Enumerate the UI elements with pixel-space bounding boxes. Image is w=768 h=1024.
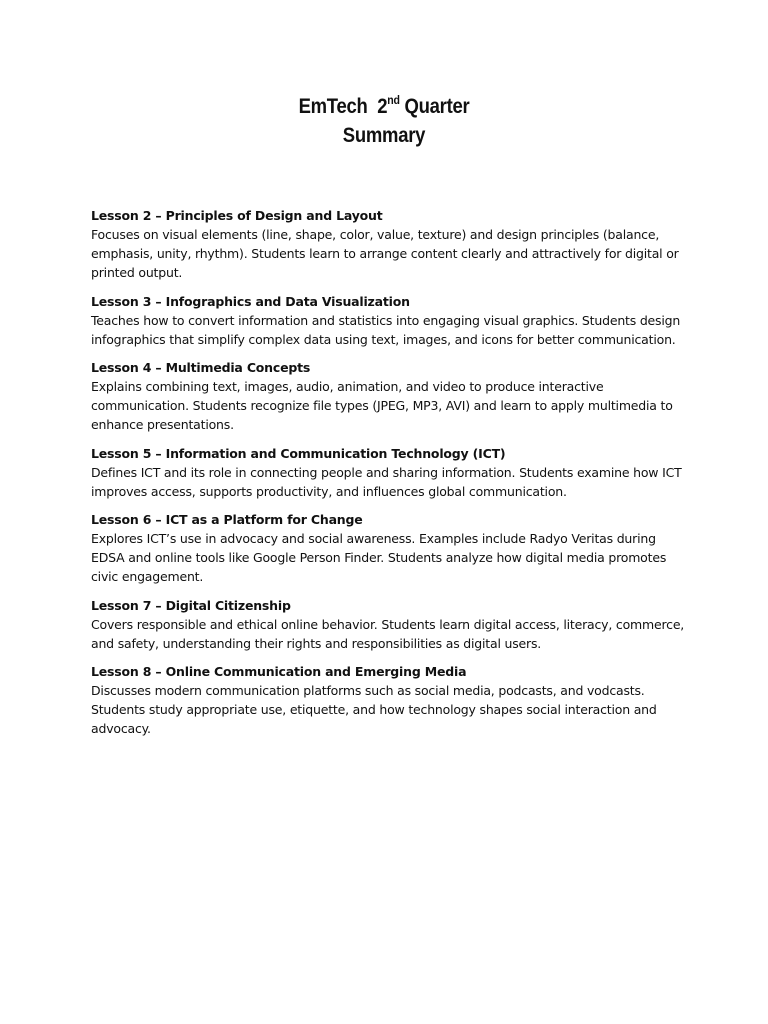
document-title <box>46 92 722 150</box>
lesson-3 <box>91 292 691 349</box>
title-line-2: Summary <box>342 124 426 147</box>
lesson-heading: Lesson 3 – Infographics and Data Visualization <box>91 293 410 309</box>
title-line-1 <box>46 92 722 121</box>
lesson-4 <box>91 358 691 434</box>
title-text-main: EmTech 2 <box>298 95 388 118</box>
lesson-2 <box>91 206 691 282</box>
lesson-heading: Lesson 4 – Multimedia Concepts <box>91 360 311 375</box>
lesson-body: Discusses modern communication platforms such as social media, podcasts, and vodcasts. Students study appropriate use, etiquette, and how technology shapes social interaction and advocacy. <box>91 683 657 736</box>
lesson-heading: Lesson 2 – Principles of Design and Layout <box>91 208 383 223</box>
lesson-heading: Lesson 5 – Information and Communication Technology (ICT) <box>91 445 506 461</box>
lesson-heading: Lesson 7 – Digital Citizenship <box>91 597 291 613</box>
lesson-heading: Lesson 8 – Online Communication and Emerging Media <box>91 664 467 679</box>
lesson-body: Covers responsible and ethical online behavior. Students learn digital access, literacy, commerce, and safety, understanding their rights and responsibilities as digital users. <box>91 616 685 651</box>
lessons-list <box>91 206 691 748</box>
lesson-body: Focuses on visual elements (line, shape, color, value, texture) and design principles (balance, emphasis, unity, rhythm). Students learn to arrange content clearly and attractively for digital or printed output. <box>91 227 679 280</box>
lesson-body: Defines ICT and its role in connecting people and sharing information. Students examine how ICT improves access, supports productivity, and influences global communication. <box>91 464 682 499</box>
lesson-heading: Lesson 6 – ICT as a Platform for Change <box>91 512 363 527</box>
lesson-8 <box>91 662 691 738</box>
lesson-6 <box>91 510 691 586</box>
lesson-7 <box>91 596 691 653</box>
title-text-quarter: Quarter <box>399 95 470 118</box>
lesson-5 <box>91 444 691 501</box>
title-superscript: nd <box>387 93 400 107</box>
lesson-body: Explores ICT’s use in advocacy and social awareness. Examples include Radyo Veritas during EDSA and online tools like Google Person Finder. Students analyze how digital media promotes civic engagement. <box>91 531 667 584</box>
lesson-body: Teaches how to convert information and statistics into engaging visual graphics. Students design infographics that simplify complex data using text, images, and icons for better communication. <box>91 312 681 347</box>
lesson-body: Explains combining text, images, audio, animation, and video to produce interactive communication. Students recognize file types (JPEG, MP3, AVI) and learn to apply multimedia to enhance presentations. <box>91 379 673 432</box>
